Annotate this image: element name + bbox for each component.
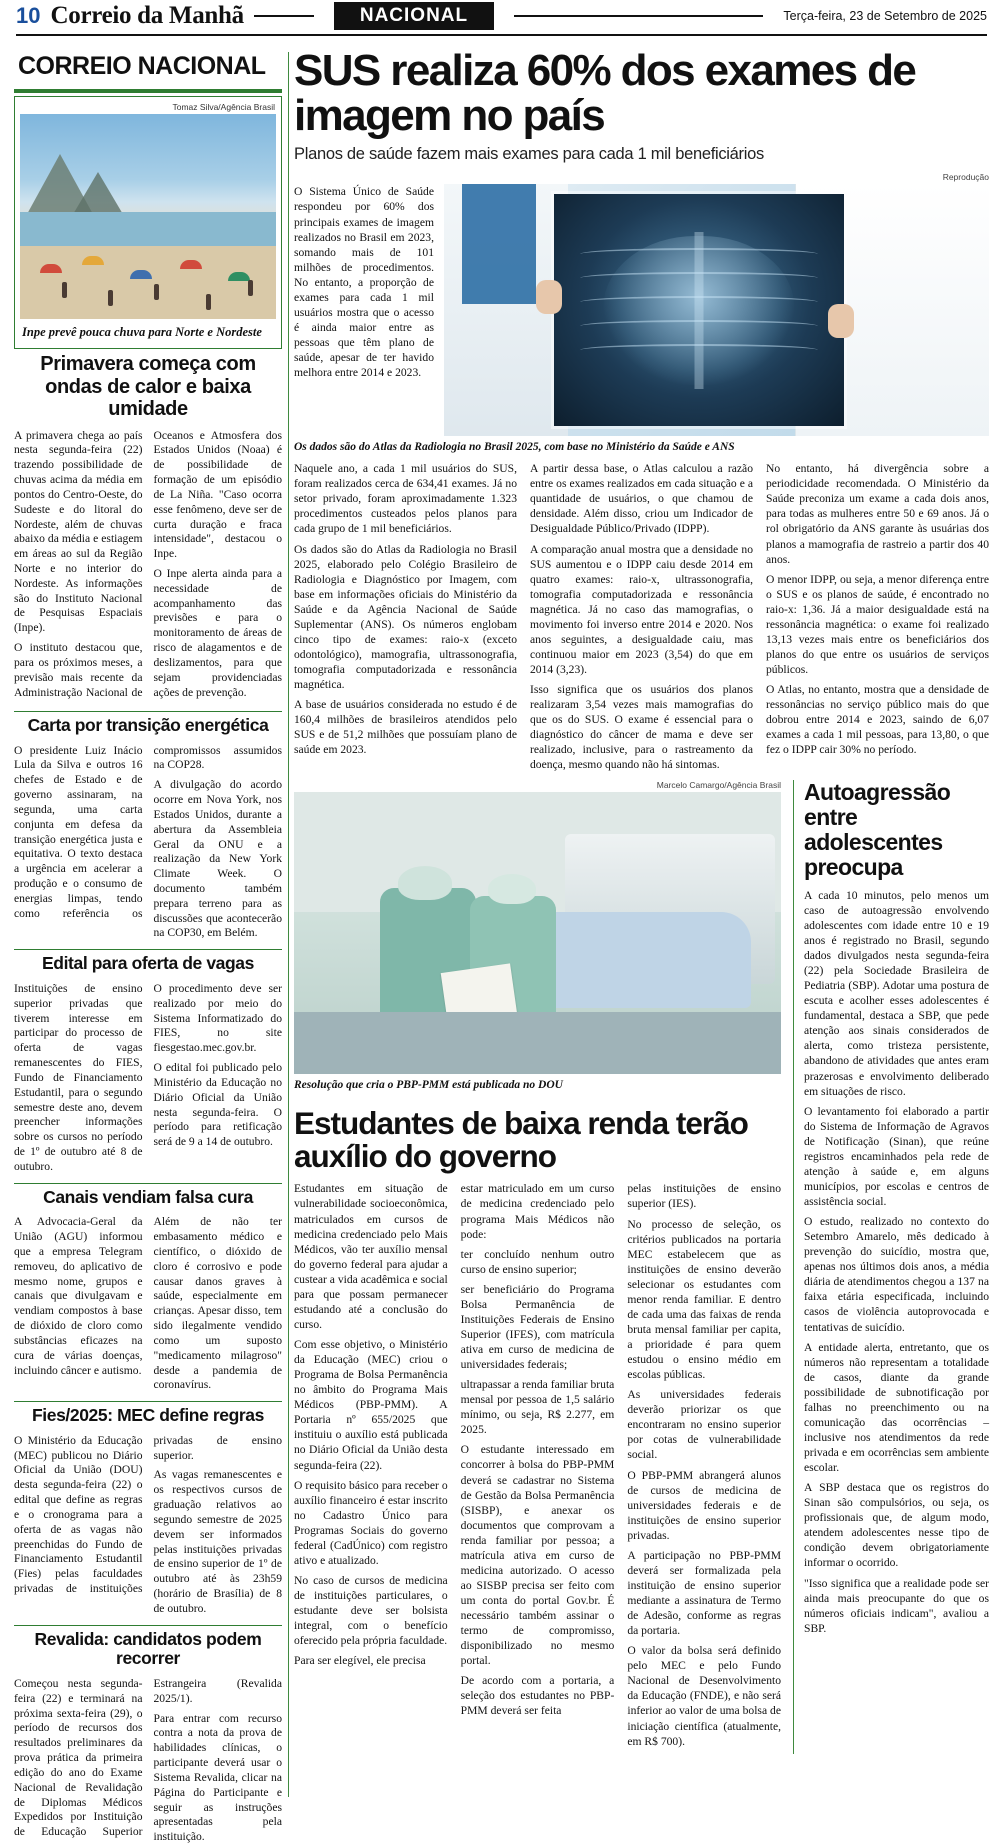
masthead-rule-right xyxy=(514,15,763,17)
mid-left xyxy=(294,780,781,1753)
rail-photo-caption: Inpe prevê pouca chuva para Norte e Nordeste xyxy=(22,325,262,339)
paragraph: Com esse objetivo, o Ministério da Educação (MEC) criou o Programa de Bolsa Permanência no âmbito do Programa Mais Médicos (PBP-PMM). A Portaria nº 655/2025 que instituiu o auxílio está publicada no Diário Oficial da União desta segunda-feira (22). xyxy=(294,1338,448,1472)
paragraph: O levantamento foi elaborado a partir do Sistema de Informação de Agravos de Notificação (Sinan), que reúne registros encaminhados pela rede de atenção à saúde e, em alguns municípios, por escolas e centros de assistência social. xyxy=(804,1104,989,1209)
rail-box xyxy=(14,96,282,349)
paragraph: A partir dessa base, o Atlas calculou a razão entre os exames realizados em cada situação e a quantidade de usuários, o que chamou de densidade. Além disso, criou um Indicador de Desigualdade Público/Privado (IDPP). xyxy=(530,462,753,536)
rail-body-3 xyxy=(14,982,282,1175)
paragraph: O requisito básico para receber o auxílio financeiro é estar inscrito no Cadastro Único para Programas Sociais do governo federal (CadÚnico) com registro ativo e atualizado. xyxy=(294,1478,448,1567)
side-body xyxy=(804,888,989,1636)
rail-separator xyxy=(14,711,282,712)
rail-body-6 xyxy=(14,1677,282,1845)
rail-headline-1: Primavera começa com ondas de calor e baixa umidade xyxy=(40,353,256,421)
paragraph: Para entrar com recurso contra a nota da prova de habilidades clínicas, o participante deverá usar o Sistema Revalida, clicar na Página do Participante e seguir as instruções apresentadas pela instituição. xyxy=(153,1711,282,1844)
xray-film xyxy=(554,194,844,426)
paragraph: ser beneficiário do Programa Bolsa Permanência de Instituições Federais de Ensino Superior (IFES), com matrícula ativa em curso de medicina de universidades federais; xyxy=(460,1282,615,1372)
person-figure xyxy=(108,290,113,306)
paragraph: A base de usuários considerada no estudo é de 160,4 milhões de brasileiros atendidos pelo SUS e de 51,2 milhões que possuíam plano de saúde em 2023. xyxy=(294,698,517,757)
paragraph: estar matriculado em um curso de medicina credenciado pelo programa Mais Médicos não pode: xyxy=(460,1182,615,1241)
page-content xyxy=(14,46,989,1845)
rail-headline-3: Edital para oferta de vagas xyxy=(42,953,254,974)
rail-photo-credit: Tomaz Silva/Agência Brasil xyxy=(172,102,275,112)
left-rail xyxy=(14,46,282,1845)
umbrella-icon xyxy=(130,270,152,279)
umbrella-icon xyxy=(180,260,202,269)
column-divider xyxy=(288,52,289,1797)
umbrella-icon xyxy=(228,272,250,281)
main-headline: SUS realiza 60% dos exames de imagem no país xyxy=(294,46,916,141)
rib-line xyxy=(580,248,818,260)
paragraph: Instituições de ensino superior privadas que tiverem interesse em participar do processo de oferta de vagas remanescentes do FIES, Fundo de Financiamento Estudantil, para o segundo semestre deste ano, devem preencher informações sobre os cursos no período de 1º de outubro até 8 de outubro. xyxy=(14,981,143,1173)
paragraph: A participação no PBP-PMM deverá ser formalizada pela instituição de ensino superior mediante a assinatura de Termo de Adesão, conforme as regras da portaria. xyxy=(627,1548,782,1638)
paragraph: A cada 10 minutos, pelo menos um caso de autoagressão envolvendo adolescentes com idade entre 10 e 19 anos é registrado no Brasil, segundo dados divulgados nesta segunda-feira (22) pela Sociedade Brasileira de Pediatria (SBP). Adotar uma postura de escuta e acolher esses adolescentes é fundamental, destaca a SBP, que pede atenção aos sinais considerados de alerta, como tristeza persistente, abandono de atividades que antes eram prazerosas e envolvimento deliberado em situações de risco. xyxy=(804,888,989,1098)
paragraph: Estudantes em situação de vulnerabilidade socioeconômica, matriculados em cursos de medicina credenciado pelo Mais Médicos, vão ter auxílio mensal do governo federal para ajudar a custear a vida acadêmica e social para que possam permanecer estudando até a conclusão do curso. xyxy=(294,1182,448,1331)
rail-body-2 xyxy=(14,744,282,942)
mid-col-2 xyxy=(461,1181,615,1753)
masthead-divider xyxy=(16,34,987,36)
paragraph: No entanto, há divergência sobre a periodicidade recomendada. O Ministério da Saúde preconiza um exame a cada dois anos, para todas as mulheres entre 50 e 69 anos. Já o rol obrigatório da ANS garante às usuárias dos planos a mamografia de rastreio a partir dos 40 anos. xyxy=(766,462,989,566)
paragraph: De acordo com a portaria, a seleção dos estudantes no PBP-PMM deverá ser feita xyxy=(460,1674,615,1718)
rail-headline-5: Fies/2025: MEC define regras xyxy=(32,1405,264,1426)
paragraph: No caso de cursos de medicina de instituições particulares, o estudante deve ser bolsista integral, com o benefício oferecido pela própria faculdade. xyxy=(294,1573,448,1648)
umbrella-icon xyxy=(40,264,62,273)
main-photo-credit: Reprodução xyxy=(942,172,989,183)
rail-title: CORREIO NACIONAL xyxy=(18,52,266,80)
paragraph: A SBP destaca que os registros do Sinan são compulsórios, ou seja, os profissionais que, de algum modo, atendem adolescentes nesse tipo de condição devem obrigatoriamente informar o ocorrido. xyxy=(804,1481,989,1570)
main-column xyxy=(294,46,989,1845)
paragraph: "Isso significa que a realidade pode ser ainda mais preocupante do que os números oficiais indicam", avaliou a SBP. xyxy=(804,1576,989,1635)
rail-body-4 xyxy=(14,1215,282,1393)
mid-photo-caption: Resolução que cria o PBP-PMM está publicada no DOU xyxy=(294,1079,563,1092)
mid-photo-credit: Marcelo Camargo/Agência Brasil xyxy=(656,780,781,791)
paragraph: Começou nesta segunda-feira (22) e terminará na próxima sexta-feira (29), o período de recursos dos resultados preliminares da prova prática da primeira edição do ano do Exame Nacional de Revalidação de Diplomas Médicos Expedidos por Instituição de Educação Superior Estrangeira (Revalida 2025/1). xyxy=(14,1676,282,1839)
paragraph: As vagas remanescentes e os respectivos cursos de graduação relativos ao segundo semestre de 2025 devem ser informados pelas instituições privadas de ensino superior de 1º de outubro até às 23h59 (horário de Brasília) de 8 de outubro. xyxy=(153,1468,282,1615)
rail-separator xyxy=(14,1625,282,1626)
paragraph: O Ministério da Educação (MEC) publicou no Diário Oficial da União (DOU) desta segunda-feira (22) o edital que define as regras e o cronograma para a oferta de as vagas não preenchidas do Fundo de Financiamento Estudantil (Fies) pelas faculdades privadas de instituições privadas de ensino superior. xyxy=(14,1433,282,1596)
surgical-cap-icon xyxy=(488,874,536,904)
rail-separator xyxy=(14,1183,282,1184)
operating-room-photo xyxy=(294,792,781,1074)
umbrella-icon xyxy=(82,256,104,265)
mid-section xyxy=(294,780,989,1753)
mid-col-1 xyxy=(294,1181,448,1753)
paragraph: O instituto destacou que, para os próximos meses, a previsão mais recente da Administração Nacional de Oceanos e Atmosfera dos Estados Unidos (Noaa) é de possibilidade de formação de um episódio de La Niña. "Caso ocorra esse fenômeno, deve ser de curta duração e fraca intensidade", destacou o Inpe. xyxy=(14,428,282,699)
hero-block xyxy=(294,184,989,436)
scrub-shape xyxy=(462,184,536,304)
rail-headline-6: Revalida: candidatos podem recorrer xyxy=(34,1628,262,1669)
paper-name: Correio da Manhã xyxy=(50,1,244,29)
rail-separator xyxy=(14,949,282,950)
mid-col-3 xyxy=(627,1181,781,1753)
paragraph: O estudante interessado em concorrer à bolsa do PBP-PMM deverá se cadastrar no Sistema de Gestão da Bolsa Permanência (SISBP), e anexar os documentos que comprovam a renda familiar por pessoa; a matrícula ativa em curso de medicina autorizado. O acesso ao SISBP precisa ser feito com um conta do portal Gov.br. É necessário também assinar o termo de compromisso, disponibilizado no mesmo portal. xyxy=(460,1443,615,1668)
hand-shape xyxy=(536,280,562,314)
main-subheadline: Planos de saúde fazem mais exames para cada 1 mil beneficiários xyxy=(294,144,764,163)
main-photo-caption: Os dados são do Atlas da Radiologia no Brasil 2025, com base no Ministério da Saúde e ANS xyxy=(294,441,735,454)
paragraph: O menor IDPP, ou seja, a menor diferença entre o SUS e os planos de saúde, é encontrado no raio-x: 1,36. Já a maior desigualdade está na ressonância magnética: o exame foi realizado 13,13 vezes mais entre os beneficiários dos planos do que entre os usuários de serviços públicos. xyxy=(766,572,989,677)
mountain-shape-2 xyxy=(72,172,124,216)
mid-headline: Estudantes de baixa renda terão auxílio do governo xyxy=(294,1105,748,1175)
masthead-date: Terça-feira, 23 de Setembro de 2025 xyxy=(783,8,987,23)
paragraph: ter concluído nenhum outro curso de ensino superior; xyxy=(460,1247,615,1276)
hero-photo-wrap xyxy=(444,184,989,436)
hand-shape xyxy=(828,304,854,338)
paragraph: Isso significa que os usuários dos planos realizaram 3,54 vezes mais mamografias do que os do SUS. O exame é essencial para o diagnóstico do câncer de mama e deve ser realizado, inclusive, para o rastreamento da doença, mesmo quando não há sintomas. xyxy=(530,683,753,772)
rail-headline-4: Canais vendiam falsa cura xyxy=(43,1186,253,1207)
rail-body-5 xyxy=(14,1434,282,1617)
paragraph: Naquele ano, a cada 1 mil usuários do SUS, foram realizados cerca de 634,41 exames. Já no setor privado, foram aproximadamente 1.323 procedimentos custeados pelos planos para cada grupo de 1 mil beneficiários. xyxy=(294,462,517,536)
person-figure xyxy=(206,294,211,310)
hero-lead-text xyxy=(294,184,434,436)
paragraph: O valor da bolsa será definido pelo MEC e pelo Fundo Nacional de Desenvolvimento da Educação (FNDE), e não será inferior ao valor de uma bolsa de iniciação científica (atualmente, em R$ 700). xyxy=(627,1644,782,1748)
rail-separator xyxy=(14,1401,282,1402)
masthead-rule-left xyxy=(254,15,314,17)
paragraph: O estudo, realizado no contexto do Setembro Amarelo, mês dedicado à prevenção do suicídio, mostra que, apenas nos últimos dois anos, a média diária de atendimentos chegou a 137 na faixa etária especificada, incluindo casos de violência autoprovocada e tentativas de suicídio. xyxy=(804,1215,989,1334)
page-number: 10 xyxy=(16,2,41,28)
paragraph: A primavera chega ao país nesta segunda-feira (22) trazendo possibilidade de chuvas acima da média em pontos do Centro-Oeste, do Sudeste e do litoral do Nordeste, além de chuvas abaixo da média e estiagem em áreas ao sul da Região Norte e no interior do Nordeste. As informações são do Instituto Nacional de Pesquisas Espaciais (Inpe). xyxy=(14,428,143,635)
paragraph: pelas instituições de ensino superior (IES). xyxy=(627,1182,782,1211)
side-headline: Autoagressão entre adolescentes preocupa xyxy=(804,779,951,880)
paragraph: Além de não ter embasamento médico e científico, o dióxido de cloro é corrosivo e pode causar danos graves à saúde, especialmente em crianças. Apesar disso, tem sido ilegalmente vendido como um suposto "medicamento milagroso" desde a pandemia de coronavírus. xyxy=(153,1215,282,1392)
paragraph: A entidade alerta, entretanto, que os números não representam a totalidade de casos, diante da grande possibilidade de subnotificação por falhas no preenchimento ou na comunicação das ocorrências – inclusive nos atendimentos da rede privada e em ocorrências sem ambiente escolar. xyxy=(804,1340,989,1475)
paragraph: O edital foi publicado pelo Ministério da Educação no Diário Oficial da União nesta segunda-feira. O período para retificação será de 9 a 14 de outubro. xyxy=(153,1061,282,1149)
sand-band xyxy=(20,246,276,319)
mid-body xyxy=(294,1181,781,1753)
sea-band xyxy=(20,212,276,246)
paragraph: O PBP-PMM abrangerá alunos de cursos de medicina de universidades federais e de instituições de ensino superior privadas. xyxy=(627,1468,782,1542)
surgical-cap-icon xyxy=(398,866,452,900)
person-figure xyxy=(62,282,67,298)
paragraph: O procedimento deve ser realizado por meio do Sistema Informatizado do FIES, no site fiesgestao.mec.gov.br. xyxy=(153,981,282,1055)
rail-headline-2: Carta por transição energética xyxy=(27,714,269,735)
paragraph: Para ser elegível, ele precisa xyxy=(294,1654,426,1668)
paragraph: O Atlas, no entanto, mostra que a densidade de ressonâncias no serviço público mais do que dobrou entre 2014 e 2023, saindo de 6,07 exames a cada 1 mil pessoas, para 13,80, o que fez o IDPP cair 30% no período. xyxy=(766,683,989,757)
floor-shape xyxy=(294,1012,781,1074)
paragraph: O Sistema Único de Saúde respondeu por 60% dos principais exames de imagem realizados no Brasil em 2023, somando mais de 101 milhões de procedimentos. No entanto, a proporção de exames para cada 1 mil usuários mostra que o acesso é ainda maior entre as pessoas que têm plano de saúde, apesar de ter havido melhora entre 2014 e 2023. xyxy=(294,185,434,380)
paragraph: A comparação anual mostra que a densidade no SUS aumentou e o IDPP caiu desde 2014 em quatro exames: raio-x, ultrassonografia, tomografia computadorizada e ressonância magnética. Já no caso das mamografias, o movimento foi inverso entre 2014 e 2020. Nos anos seguintes, a desigualdade caiu, mas continuou maior em 2023 (3,54) do que em 2014 (3,23). xyxy=(530,542,753,677)
side-story xyxy=(793,780,989,1753)
beach-photo xyxy=(20,114,276,319)
main-body xyxy=(294,461,989,772)
paragraph: O Inpe alerta ainda para a necessidade de acompanhamento das previsões e para o monitoramento de áreas de risco de alagamentos e de deslizamentos, para que sejam providenciadas ações de prevenção. xyxy=(153,567,282,699)
rail-body-1 xyxy=(14,429,282,703)
rail-rule xyxy=(14,89,282,93)
person-figure xyxy=(154,284,159,300)
paragraph: Os dados são do Atlas da Radiologia no Brasil 2025, elaborado pelo Colégio Brasileiro de Radiologia e Diagnóstico por Imagem, com base em informações oficiais do Ministério da Saúde e da Agência Nacional de Saúde Suplementar (ANS). Os números englobam cinco tipo de exames: raio-x (exceto odontológico), mamografia, ultrassonografia, tomografia computadorizada e ressonância magnética. xyxy=(294,542,517,692)
paragraph: No processo de seleção, os critérios publicados na portaria MEC estabelecem que as instituições de ensino deverão selecionar os estudantes com menor renda familiar. E dentro de cada uma das faixas de renda bruta mensal familiar per capita, a prioridade é para quem estudou o ensino médio em escolas públicas. xyxy=(627,1217,782,1382)
paragraph: A divulgação do acordo ocorre em Nova York, nos Estados Unidos, durante a abertura da Assembleia Geral da ONU e a realização da New York Climate Week. O documento também prepara terreno para as discussões que acontecerão na COP30, em Belém. xyxy=(153,778,282,940)
paragraph: As universidades federais deverão priorizar os que encontraram no ensino superior por cotas de vulnerabilidade social. xyxy=(627,1388,782,1462)
person-figure xyxy=(248,280,253,296)
paragraph: ultrapassar a renda familiar bruta mensal por pessoa de 1,5 salário mínimo, ou seja, R$ 2.277, em 2025. xyxy=(460,1378,615,1437)
paragraph: O presidente Luiz Inácio Lula da Silva e outros 16 chefes de Estado e de governo assinaram, na segunda, uma carta conjunta em defesa da transição energética justa e equitativa. O texto destaca a urgência em acelerar a produção e o consumo de energias limpas, tendo como referência os compromissos assumidos na COP28. xyxy=(14,743,282,920)
section-tag: NACIONAL xyxy=(334,2,494,30)
paragraph: A Advocacia-Geral da União (AGU) informou que a empresa Telegram removeu, do aplicativo de mesmo nome, grupos e canais que divulgavam e vendiam compostos à base de dióxido de cloro como substâncias eficazes na cura de várias doenças, incluindo câncer e autismo. xyxy=(14,1215,143,1377)
masthead xyxy=(14,0,989,34)
xray-photo xyxy=(444,184,989,436)
